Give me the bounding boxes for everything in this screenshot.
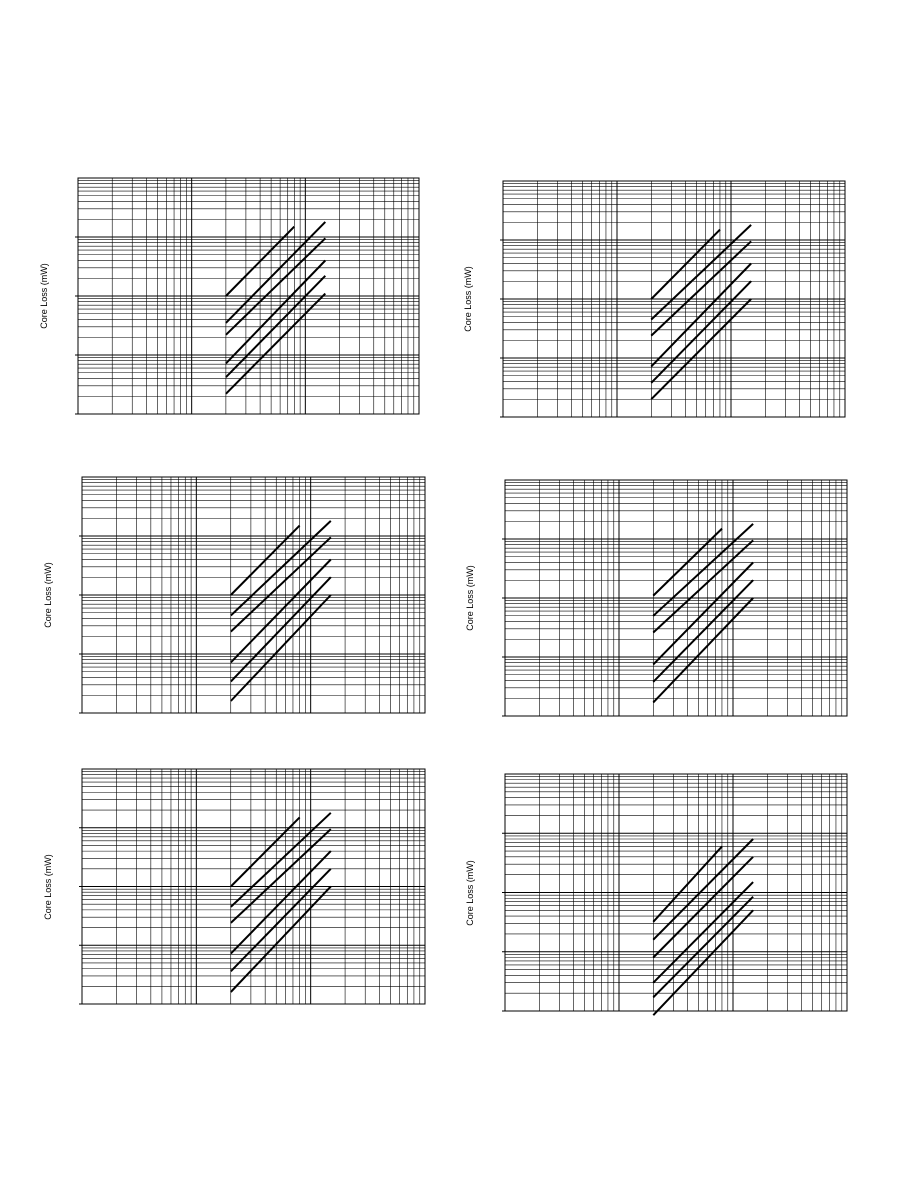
y-axis-label: Core Loss (mW) [464, 859, 475, 926]
series-line-4 [653, 882, 753, 983]
y-axis-label: Core Loss (mW) [464, 565, 475, 631]
y-axis-label: Core Loss (mW) [42, 853, 53, 920]
y-axis-label: Core Loss (mW) [38, 263, 49, 329]
y-axis-label: Core Loss (mW) [42, 562, 53, 628]
y-axis-label: Core Loss (mW) [462, 266, 473, 332]
series-line-3 [653, 857, 753, 958]
series-line-5 [653, 897, 753, 998]
series-line-6 [653, 910, 753, 1015]
